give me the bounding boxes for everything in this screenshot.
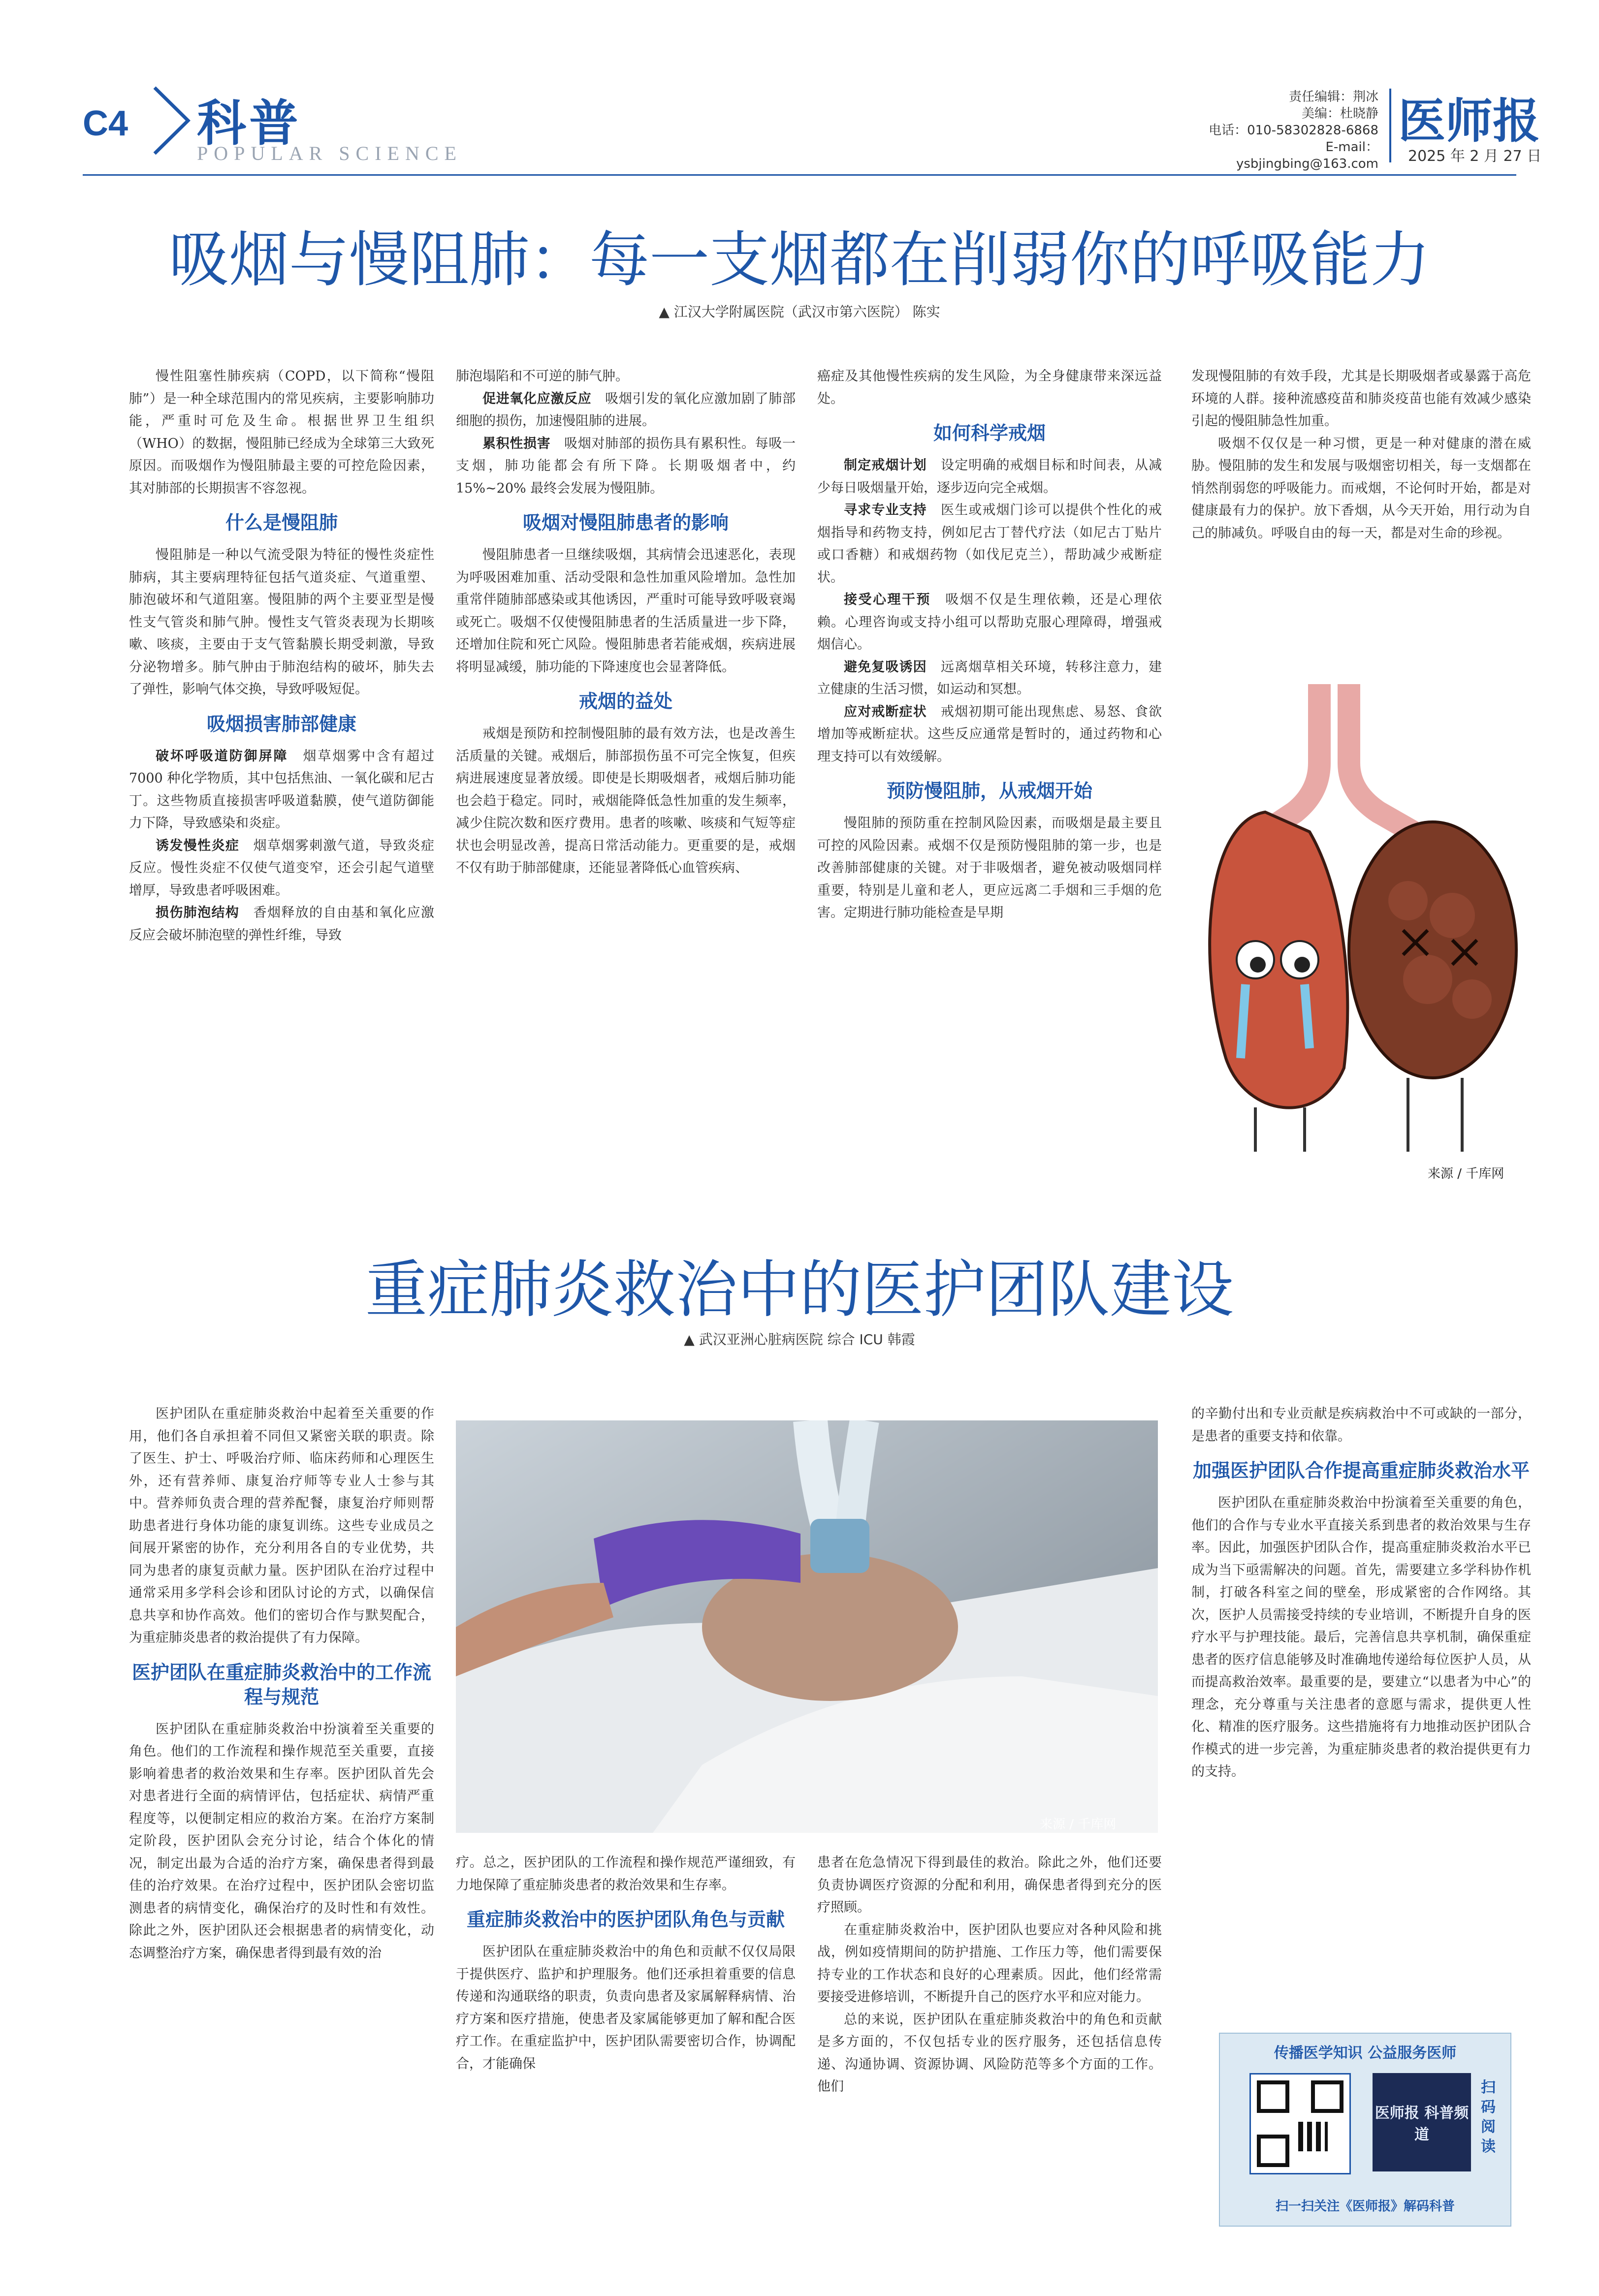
masthead-logo: 医师报 (1398, 93, 1540, 149)
section-heading: 预防慢阻肺，从戒烟开始 (886, 780, 1092, 802)
header-divider (1389, 89, 1391, 162)
paragraph-text: 烟草烟雾刺激气道，导致炎症反应。慢性炎症不仅使气道变窄，还会引起气道壁增厚，导致患者呼吸困难。 (129, 838, 435, 898)
paragraph (456, 365, 796, 388)
paragraph-lead: 避免复吸诱因 (844, 659, 927, 675)
paragraph-text: 远离烟草相关环境，转移注意力，建立健康的生活习惯，如运动和冥想。 (817, 659, 1162, 697)
editor-credits (1191, 89, 1378, 172)
paragraph-lead: 累积性损害 (482, 436, 551, 451)
paragraph-text: 烟草烟雾中含有超过 7000 种化学物质，其中包括焦油、一氧化碳和尼古丁。这些物质直接损害呼吸道黏膜，使气道防御能力下降，导致感染和炎症。 (129, 748, 435, 831)
paragraph-lead: 损伤肺泡结构 (156, 905, 240, 920)
paragraph (1191, 433, 1531, 545)
paragraph-text: 医护团队在重症肺炎救治中起着至关重要的作用，他们各自承担着不同但又紧密关联的职责。除了医生、护士、呼吸治疗师、临床药师和心理医生外，还有营养师、康复治疗师等专业人士参与其中。营养师负责合理的营养配餐，康复治疗师则帮助患者进行身体功能的康复训练。这些专业成员之间展开紧密的协作，充分利用各自的专业优势，共同为患者的康复贡献力量。医护团队在治疗过程中通常采用多学科会诊和团队讨论的方式，以确保信息共享和协作高效。他们的密切合作与默契配合，为重症肺炎患者的救治提供了有力保障。 (129, 1406, 434, 1645)
paragraph-text: 医护团队在重症肺炎救治中的角色和贡献不仅仅局限于提供医疗、监护和护理服务。他们还承担着重要的信息传递和沟通联络的职责，负责向患者及家属解释病情、治疗方案和医疗措施，使患者及家属能够更加了解和配合医疗工作。在重症监护中，医护团队需要密切合作，协调配合，才能确保 (456, 1944, 796, 2072)
section-title: 科普 (197, 94, 301, 152)
section-heading: 医护团队在重症肺炎救治中的工作流程与规范 (131, 1661, 431, 1708)
paragraph-text: 慢性阻塞性肺疾病（COPD，以下简称“慢阻肺”）是一种全球范围内的常见疾病，主要影响肺功能，严重时可危及生命。根据世界卫生组织（WHO）的数据，慢阻肺已经成为全球第三大致死原因。而吸烟作为慢阻肺最主要的可控危险因素，其对肺部的长期损害不容忽视。 (129, 369, 434, 496)
paragraph (817, 365, 1162, 410)
paragraph-lead: 制定戒烟计划 (844, 458, 927, 473)
section-heading: 重症肺炎救治中的医护团队角色与贡献 (466, 1909, 785, 1930)
paragraph-text: 发现慢阻肺的有效手段，尤其是长期吸烟者或暴露于高危环境的人群。接种流感疫苗和肺炎疫苗也能有效减少感染引起的慢阻肺急性加重。 (1191, 369, 1531, 429)
paragraph-text: 在重症肺炎救治中，医护团队也要应对各种风险和挑战，例如疫情期间的防护措施、工作压力等，他们需要保持专业的工作状态和良好的心理素质。因此，他们经常需要接受进修培训，不断提升自己的医疗水平和应对能力。 (817, 1922, 1162, 2005)
paragraph (1191, 1492, 1531, 1783)
paragraph-text: 癌症及其他慢性疾病的发生风险，为全身健康带来深远益处。 (817, 369, 1162, 407)
paragraph (817, 2009, 1162, 2098)
paragraph (129, 902, 434, 946)
paragraph (129, 745, 434, 835)
paragraph-text: 患者在危急情况下得到最佳的救治。除此之外，他们还要负责协调医疗资源的分配和利用，确保患者得到充分的医疗照顾。 (817, 1855, 1162, 1915)
section-heading: 吸烟对慢阻肺患者的影响 (522, 512, 729, 534)
article2-column-2 (456, 1852, 796, 2075)
icu-patient-photo (456, 1420, 1158, 1833)
paragraph-text: 慢阻肺的预防重在控制风险因素，而吸烟是最主要且可控的风险因素。戒烟不仅是预防慢阻肺的第一步，也是改善肺部健康的关键。对于非吸烟者，避免被动吸烟同样重要，特别是儿童和老人，更应远离二手烟和三手烟的危害。定期进行肺功能检查是早期 (817, 816, 1162, 920)
paragraph-text: 慢阻肺是一种以气流受限为特征的慢性炎症性肺病，其主要病理特征包括气道炎症、气道重塑、肺泡破坏和气道阻塞。慢阻肺的两个主要亚型是慢性支气管炎和肺气肿。慢性支气管炎表现为长期咳嗽、咳痰，主要由于支气管黏膜长期受刺激，导致分泌物增多。肺气肿由于肺泡结构的破坏，肺失去了弹性，影响气体交换，导致呼吸短促。 (129, 547, 434, 697)
credit-editor: 责任编辑：荆冰 (1288, 90, 1378, 104)
paragraph-text: 医护团队在重症肺炎救治中扮演着至关重要的角色，他们的合作与专业水平直接关系到患者的救治效果与生存率。因此，加强医护团队合作，提高重症肺炎救治水平已成为当下亟需解决的问题。首先，需要建立多学科协作机制，打破各科室之间的壁垒，形成紧密的合作网络。其次，医护人员需接受持续的专业培训，不断提升自身的医疗水平与护理技能。最后，完善信息共享机制，确保重症患者的医疗信息能够及时准确地传递给每位医护人员，从而提高救治效率。最重要的是，要建立“以患者为中心”的理念，充分尊重与关注患者的意愿与需求，提供更人性化、精准的医疗服务。这些措施将有力地推动医护团队合作模式的进一步完善，为重症肺炎患者的救治提供更有力的支持。 (1191, 1495, 1531, 1779)
qr-code-icon[interactable] (1249, 2073, 1351, 2174)
paragraph (817, 656, 1162, 701)
paragraph (456, 1852, 796, 1896)
paragraph (817, 1919, 1162, 2009)
paragraph (817, 1852, 1162, 1919)
paragraph (456, 723, 796, 880)
paragraph-lead: 应对戒断症状 (844, 704, 927, 720)
article2-image-caption: 来源 / 千库网 (1040, 1817, 1117, 1832)
paragraph-text: 戒烟是预防和控制慢阻肺的最有效方法，也是改善生活质量的关键。戒烟后，肺部损伤虽不可完全恢复，但疾病进展速度显著放缓。即使是长期吸烟者，戒烟后肺功能也会趋于稳定。同时，戒烟能降低急性加重的发生频率，减少住院次数和医疗费用。患者的咳嗽、咳痰和气短等症状也会明显改善，提高日常活动能力。更重要的是，戒烟不仅有助于肺部健康，还能显著降低心血管疾病、 (456, 726, 796, 876)
promo-video-panel[interactable]: 医师报 科普频道 (1373, 2073, 1471, 2171)
paragraph (817, 701, 1162, 768)
paragraph-text: 设定明确的戒烟目标和时间表，从减少每日吸烟量开始，逐步迈向完全戒烟。 (817, 458, 1162, 496)
paragraph (817, 812, 1162, 924)
section-heading: 加强医护团队合作提高重症肺炎救治水平 (1192, 1460, 1530, 1481)
paragraph-text: 肺泡塌陷和不可逆的肺气肿。 (456, 369, 629, 384)
paragraph-text: 吸烟不仅仅是一种习惯，更是一种对健康的潜在威胁。慢阻肺的发生和发展与吸烟密切相关，每一支烟都在悄然削弱您的呼吸能力。而戒烟，不论何时开始，都是对健康最有力的保护。放下香烟，从今天开始，用行动为自己的肺减负。呼吸自由的每一天，都是对生命的珍视。 (1191, 436, 1531, 541)
article1-title: 吸烟与慢阻肺：每一支烟都在削弱你的呼吸能力 (169, 225, 1430, 295)
paragraph (129, 544, 434, 701)
paragraph (456, 388, 796, 433)
paragraph (129, 365, 434, 500)
article2-column-4 (1191, 1403, 1531, 1783)
credit-phone: 电话：010-58302828-6868 (1209, 123, 1378, 138)
paragraph-text: 戒烟初期可能出现焦虑、易怒、食欲增加等戒断症状。这些反应通常是暂时的，通过药物和心理支持可以有效缓解。 (817, 704, 1162, 764)
paragraph-lead: 诱发慢性炎症 (156, 838, 240, 853)
paragraph-text: 疗。总之，医护团队的工作流程和操作规范严谨细致，有力地保障了重症肺炎患者的救治效果和生存率。 (456, 1855, 796, 1893)
paragraph (1191, 1403, 1531, 1447)
paragraph-lead: 接受心理干预 (844, 592, 931, 607)
paragraph (129, 835, 434, 902)
paragraph-text: 总的来说，医护团队在重症肺炎救治中的角色和贡献是多方面的，不仅包括专业的医疗服务，还包括信息传递、沟通协调、资源协调、风险防范等多个方面的工作。他们 (817, 2012, 1162, 2094)
paragraph (817, 499, 1162, 589)
paragraph-text: 慢阻肺患者一旦继续吸烟，其病情会迅速恶化，表现为呼吸困难加重、活动受限和急性加重风险增加。急性加重常伴随肺部感染或其他诱因，严重时可能导致呼吸衰竭或死亡。吸烟不仅使慢阻肺患者的生活质量进一步下降，还增加住院和死亡风险。慢阻肺患者若能戒烟，疾病进展将明显减缓，肺功能的下降速度也会显著降低。 (456, 547, 796, 675)
paragraph (129, 1403, 434, 1649)
article1-byline: ▲ 江汉大学附属医院（武汉市第六医院） 陈实 (659, 304, 940, 320)
paragraph-text: 的辛勤付出和专业贡献是疾病救治中不可或缺的一部分，是患者的重要支持和依靠。 (1191, 1406, 1531, 1444)
paragraph (817, 454, 1162, 499)
paragraph-text: 香烟释放的自由基和氧化应激反应会破坏肺泡壁的弹性纤维，导致 (129, 905, 435, 943)
article1-column-2 (456, 365, 796, 880)
paragraph (456, 1941, 796, 2075)
credit-email: E-mail：ysbjingbing@163.com (1236, 140, 1378, 171)
promo-box (1219, 2033, 1511, 2227)
section-heading: 什么是慢阻肺 (225, 512, 338, 534)
publication-date: 2025 年 2 月 27 日 (1408, 148, 1542, 165)
section-subtitle: POPULAR SCIENCE (197, 142, 462, 164)
paragraph-text: 医生或戒烟门诊可以提供个性化的戒烟指导和药物支持，例如尼古丁替代疗法（如尼古丁贴片或口香糖）和戒烟药物（如伐尼克兰），帮助减少戒断症状。 (817, 503, 1162, 585)
promo-bottom-text: 扫一扫关注《医师报》解码科普 (1275, 2199, 1455, 2214)
promo-top-text: 传播医学知识 公益服务医师 (1274, 2044, 1457, 2062)
article2-title: 重症肺炎救治中的医护团队建设 (365, 1254, 1234, 1326)
article2-byline: ▲ 武汉亚洲心脏病医院 综合 ICU 韩霞 (684, 1331, 915, 1348)
paragraph (1191, 365, 1531, 433)
paragraph (456, 433, 796, 500)
section-heading: 吸烟损害肺部健康 (206, 713, 356, 735)
section-heading: 如何科学戒烟 (933, 422, 1046, 444)
paragraph-lead: 破坏呼吸道防御屏障 (156, 748, 288, 764)
paragraph (817, 589, 1162, 656)
article1-column-4 (1191, 365, 1531, 544)
paragraph (456, 544, 796, 678)
section-heading: 戒烟的益处 (578, 691, 672, 712)
promo-side-text: 扫码阅读 (1481, 2079, 1496, 2155)
header-rule (83, 174, 1516, 176)
paragraph (129, 1718, 434, 1965)
credit-designer: 美编：杜晓静 (1301, 106, 1378, 121)
lungs-illustration (1196, 684, 1541, 1181)
page-number: C4 (83, 104, 128, 143)
paragraph-text: 医护团队在重症肺炎救治中扮演着至关重要的角色。他们的工作流程和操作规范至关重要，直接影响着患者的救治效果和生存率。医护团队首先会对患者进行全面的病情评估，包括症状、病情严重程度等，以便制定相应的救治方案。在治疗方案制定阶段，医护团队会充分讨论，结合个体化的情况，制定出最为合适的治疗方案，确保患者得到最佳的治疗效果。在治疗过程中，医护团队会密切监测患者的病情变化，确保治疗的及时性和有效性。除此之外，医护团队还会根据患者的病情变化，动态调整治疗方案，确保患者得到最有效的治 (129, 1721, 434, 1961)
article2-column-1 (129, 1403, 434, 1964)
article1-column-1 (129, 365, 434, 946)
article2-column-3 (817, 1852, 1162, 2098)
chevron-icon (148, 84, 197, 157)
article1-column-3 (817, 365, 1162, 924)
article1-image-caption: 来源 / 千库网 (1428, 1166, 1504, 1181)
paragraph-text: 吸烟不仅是生理依赖，还是心理依赖。心理咨询或支持小组可以帮助克服心理障碍，增强戒烟信心。 (817, 592, 1162, 652)
paragraph-lead: 寻求专业支持 (844, 503, 927, 518)
paragraph-text: 吸烟对肺部的损伤具有累积性。每吸一支烟，肺功能都会有所下降。长期吸烟者中，约 15%~20% 最终会发展为慢阻肺。 (456, 436, 796, 496)
paragraph-lead: 促进氧化应激反应 (482, 391, 592, 407)
paragraph-text: 吸烟引发的氧化应激加剧了肺部细胞的损伤，加速慢阻肺的进展。 (456, 391, 796, 429)
